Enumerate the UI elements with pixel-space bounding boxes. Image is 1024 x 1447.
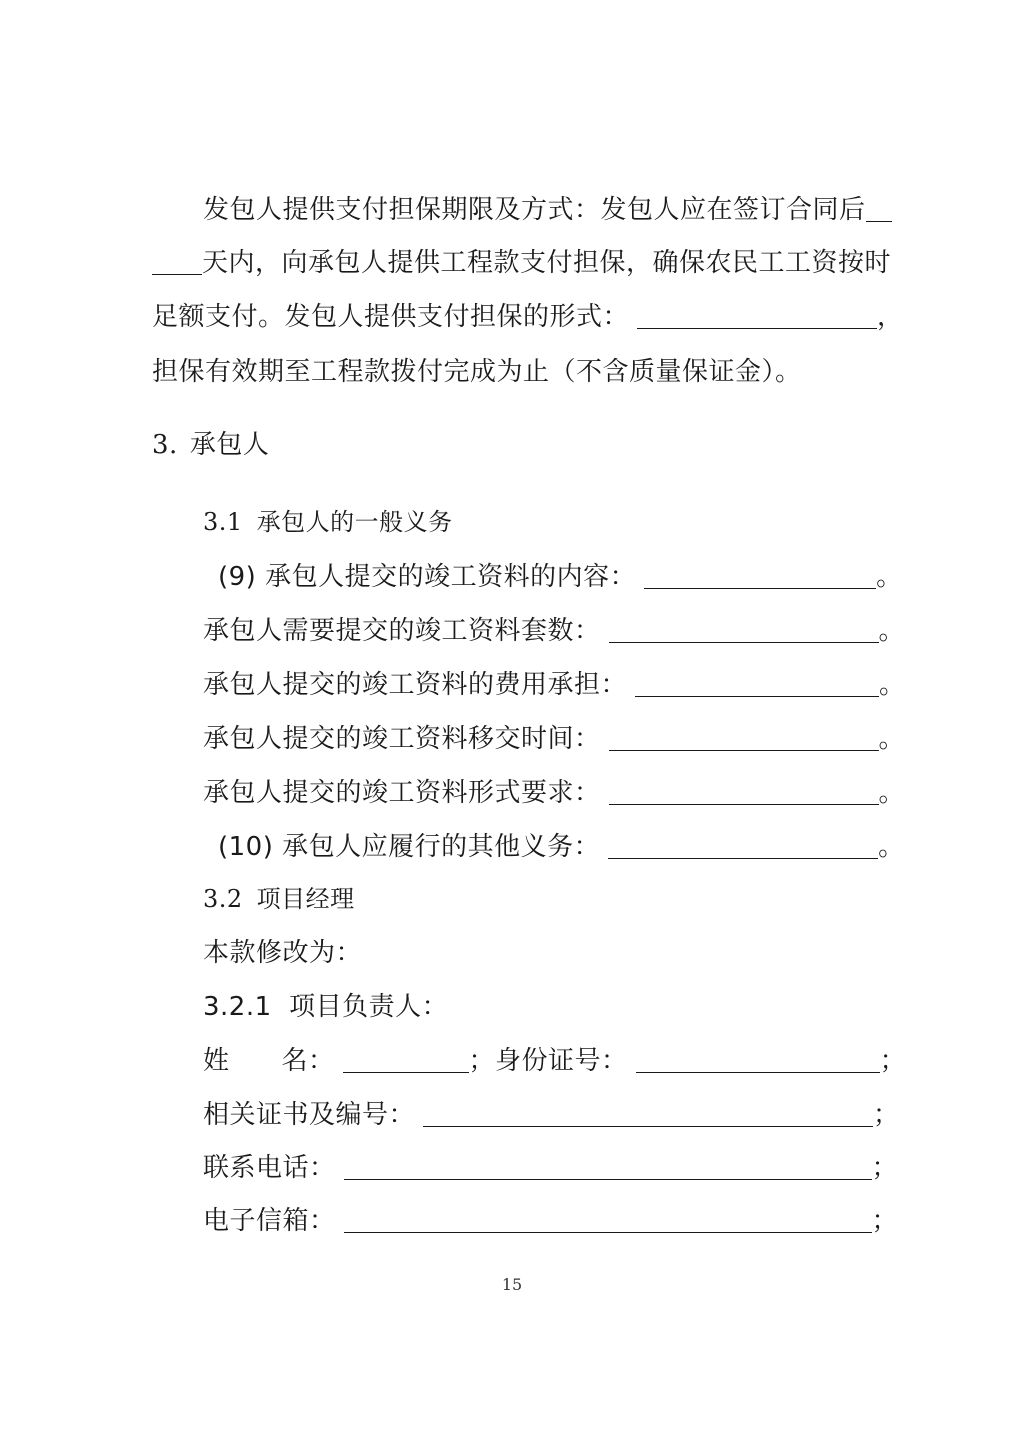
email-row: [203, 1204, 898, 1238]
page-number: 15: [501, 1275, 523, 1294]
paragraph-text: 发包人提供支付担保期限及方式：发包人应在签订合同后: [203, 195, 866, 225]
item-row-10: [218, 830, 905, 864]
punctuation: ；: [468, 1046, 496, 1076]
blank-days-part1[interactable]: [866, 197, 892, 222]
phone-label: 联系电话：: [203, 1153, 336, 1183]
item-label: 承包人需要提交的竣工资料套数：: [203, 616, 601, 646]
item-label: (10) 承包人应履行的其他义务：: [218, 832, 601, 862]
paragraph-text: 担保有效期至工程款拨付完成为止（不含质量保证金）。: [152, 357, 802, 387]
blank-field[interactable]: [635, 672, 879, 697]
item-label: 承包人提交的竣工资料移交时间：: [203, 724, 601, 754]
section-number: 3.: [152, 430, 178, 460]
paragraph-text: 天内，向承包人提供工程款支付担保，确保农民工工资按时: [202, 248, 892, 278]
certificate-field[interactable]: [423, 1102, 873, 1127]
blank-days-part2[interactable]: [152, 250, 202, 275]
paragraph-line-1: [203, 193, 892, 227]
item-row-handover-time: [203, 722, 905, 756]
punctuation: 。: [876, 562, 903, 592]
subsection-heading-3-2: [203, 882, 355, 916]
item-label: 承包人提交的竣工资料的费用承担：: [203, 670, 628, 700]
name-id-row: [203, 1044, 906, 1078]
section-title: 承包人: [189, 430, 270, 460]
subsection-title: 承包人的一般义务: [256, 508, 453, 536]
paragraph-text: 足额支付。发包人提供支付担保的形式：: [152, 302, 630, 332]
item-label: (9) 承包人提交的竣工资料的内容：: [218, 562, 637, 592]
item-label: 承包人提交的竣工资料形式要求：: [203, 778, 601, 808]
phone-row: [203, 1151, 898, 1185]
item-row-format: [203, 776, 905, 810]
name-label-2: 名：: [281, 1046, 335, 1076]
name-label-1: 姓: [203, 1046, 230, 1076]
blank-guarantee-form[interactable]: [637, 304, 877, 329]
punctuation: ，: [877, 302, 904, 332]
phone-field[interactable]: [344, 1155, 872, 1180]
punctuation: 。: [878, 616, 906, 646]
item-row-cost: [203, 668, 906, 702]
punctuation: 。: [878, 832, 905, 862]
email-label: 电子信箱：: [203, 1206, 336, 1236]
subsection-number: 3.1: [203, 508, 243, 536]
punctuation: ；: [871, 1153, 899, 1183]
subsection-title: 3.2.1 项目负责人：: [203, 992, 449, 1022]
item-row-copies: [203, 614, 905, 648]
paragraph-line-4: [152, 355, 802, 389]
punctuation: 。: [878, 778, 906, 808]
subsection-heading-3-1: [203, 505, 453, 539]
blank-field[interactable]: [644, 564, 876, 589]
subsection-title: 项目经理: [256, 885, 355, 913]
cert-label: 相关证书及编号：: [203, 1100, 416, 1130]
amend-label: 本款修改为：: [203, 938, 363, 968]
blank-field[interactable]: [609, 618, 879, 643]
punctuation: ；: [871, 1206, 899, 1236]
punctuation: ；: [873, 1100, 900, 1130]
name-field[interactable]: [343, 1048, 469, 1073]
email-field[interactable]: [344, 1208, 872, 1233]
blank-field[interactable]: [608, 834, 878, 859]
item-row-9: [218, 560, 903, 594]
blank-field[interactable]: [609, 780, 879, 805]
punctuation: 。: [878, 724, 906, 754]
subsection-heading-3-2-1: [203, 990, 448, 1024]
paragraph-line-2: [152, 246, 891, 280]
punctuation: 。: [879, 670, 906, 700]
cert-row: [203, 1098, 900, 1132]
subsection-number: 3.2: [203, 885, 243, 913]
section-heading-3: [152, 428, 269, 462]
paragraph-line-3: [152, 300, 904, 334]
id-number-field[interactable]: [636, 1048, 880, 1073]
amend-text: [203, 936, 362, 970]
blank-field[interactable]: [609, 726, 879, 751]
id-label: 身份证号：: [495, 1046, 628, 1076]
punctuation: ；: [879, 1046, 907, 1076]
